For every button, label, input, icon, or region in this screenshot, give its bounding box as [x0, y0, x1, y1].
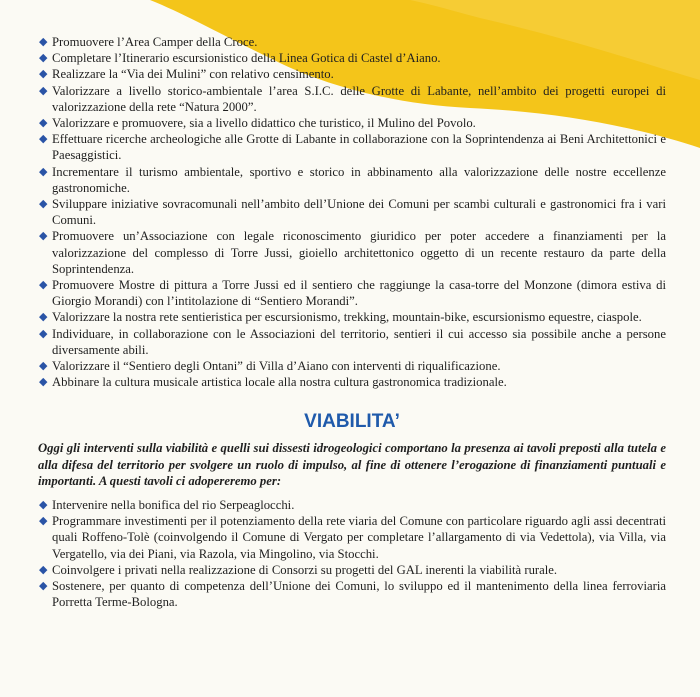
viabilita-list — [38, 497, 666, 610]
bullet-icon: ◆ — [39, 117, 48, 130]
list-item: ◆ Completare l’Itinerario escursionistico della Linea Gotica di Castel d’Aiano. — [39, 51, 441, 66]
bullet-icon: ◆ — [39, 515, 48, 528]
bullet-icon: ◆ — [39, 68, 48, 81]
bullet-icon: ◆ — [39, 52, 48, 65]
list-item: ◆ Valorizzare il “Sentiero degli Ontani” di Villa d’Aiano con interventi di riqualificazione. — [39, 359, 501, 374]
list-item: ◆ Individuare, in collaborazione con le Associazioni del territorio, sentieri il cui accesso sia possibile anche a persone diversamente abili. — [39, 326, 666, 357]
bullet-icon: ◆ — [39, 36, 48, 48]
bullet-icon: ◆ — [39, 580, 48, 593]
section-title-viabilita: VIABILITA’ — [304, 411, 400, 433]
list-item: ◆ Valorizzare a livello storico-ambientale l’area S.I.C. delle Grotte di Labante, nell’ambito dei progetti europei di valorizzazione della rete “Natura 2000”. — [39, 83, 666, 114]
list-item: ◆ Incrementare il turismo ambientale, sportivo e storico in abbinamento alla valorizzazione delle nostre eccellenze gastronomiche. — [39, 164, 666, 195]
list-item: ◆ Promuovere un’Associazione con legale riconoscimento giuridico per poter accedere a finanziamenti per la valorizzazione del complesso di Torre Jussi, gioiello architettonico oggetto di un recente restauro da parte della Soprintendenza. — [39, 229, 666, 276]
list-item: ◆ Intervenire nella bonifica del rio Serpeaglocchi. — [39, 498, 295, 513]
bullet-icon: ◆ — [39, 376, 48, 389]
list-item: ◆ Effettuare ricerche archeologiche alle Grotte di Labante in collaborazione con la Soprintendenza ai Beni Architettonici e Paesaggistici. — [39, 132, 666, 163]
list-item: ◆ Realizzare la “Via dei Mulini” con relativo censimento. — [39, 67, 334, 82]
list-item: ◆ Abbinare la cultura musicale artistica locale alla nostra cultura gastronomica tradizionale. — [39, 375, 507, 390]
list-item: ◆ Valorizzare la nostra rete sentieristica per escursionismo, trekking, mountain-bike, escursionismo equestre, ciaspole. — [39, 310, 642, 325]
bullet-icon: ◆ — [39, 84, 48, 97]
viabilita-intro: Oggi gli interventi sulla viabilità e quelli sui dissesti idrogeologici comportano la presenza ai tavoli preposti alla tutela e alla difesa del territorio per svolgere un ruolo di impulso, al fine di ottenere l’erogazione di finanziamenti puntuali e importanti. A questi tavoli ci adopereremo per: — [38, 441, 666, 488]
bullet-icon: ◆ — [39, 311, 48, 324]
projects-list — [38, 34, 666, 390]
list-item: ◆ Promuovere l’Area Camper della Croce. — [39, 35, 258, 49]
list-item: ◆ Promuovere Mostre di pittura a Torre Jussi ed il sentiero che raggiunge la casa-torre del Monzone (dimora estiva di Giorgio Morandi) con l’intitolazione di “Sentiero Morandi”. — [39, 278, 666, 309]
bullet-icon: ◆ — [39, 198, 48, 211]
list-item: ◆ Programmare investimenti per il potenziamento della rete viaria del Comune con particolare riguardo agli assi decentrati quali Roffeno-Tolè (coinvolgendo il Comune di Vergato per completare l’allargamento di via Vedettola), via Villa, via Vergatello, via dei Piani, via Razola, via Mingolino, via Stocchi. — [39, 514, 666, 561]
bullet-icon: ◆ — [39, 165, 48, 178]
list-item: ◆ Sviluppare iniziative sovracomunali nell’ambito dell’Unione dei Comuni per scambi culturali e gastronomici fra i vari Comuni. — [39, 197, 666, 228]
bullet-icon: ◆ — [39, 133, 48, 146]
list-item: ◆ Sostenere, per quanto di competenza dell’Unione dei Comuni, lo sviluppo ed il mantenimento della linea ferroviaria Porretta Terme-Bologna. — [39, 579, 666, 610]
list-item: ◆ Valorizzare e promuovere, sia a livello didattico che turistico, il Mulino del Povolo. — [39, 116, 476, 131]
bullet-icon: ◆ — [39, 230, 48, 243]
bullet-icon: ◆ — [39, 327, 48, 340]
bullet-icon: ◆ — [39, 360, 48, 373]
bullet-icon: ◆ — [39, 499, 48, 512]
bullet-icon: ◆ — [39, 563, 48, 576]
list-item: ◆ Coinvolgere i privati nella realizzazione di Consorzi su progetti del GAL inerenti la viabilità rurale. — [39, 562, 558, 577]
bullet-icon: ◆ — [39, 279, 48, 292]
